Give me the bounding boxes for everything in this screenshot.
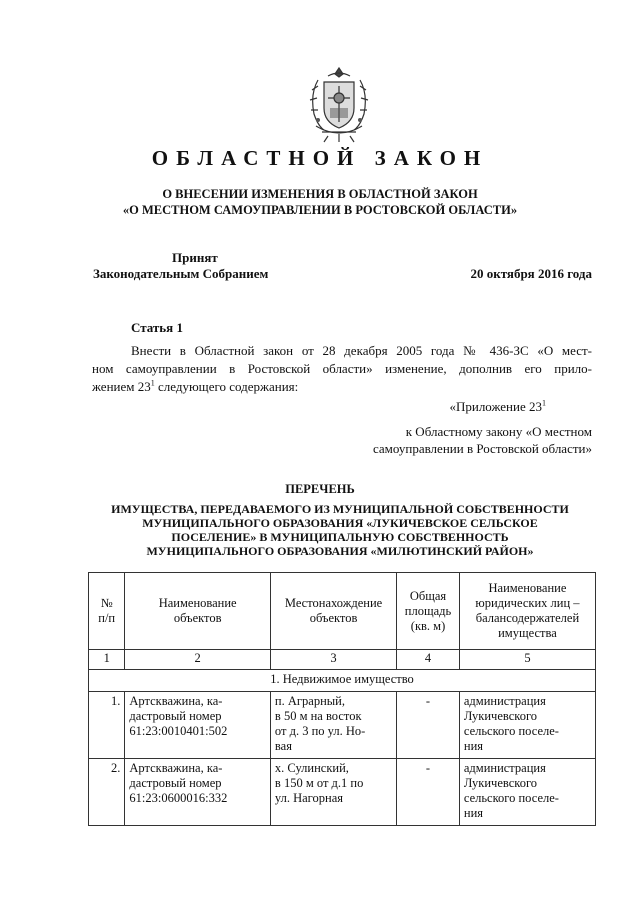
- cell-text: 61:23:0600016:332: [129, 791, 228, 805]
- header-text: юридических лиц –: [475, 596, 580, 610]
- header-text: Общая: [409, 588, 447, 603]
- cell-text: Артскважина, ка-: [129, 761, 223, 775]
- cell-text: дастровый номер: [129, 709, 222, 723]
- cell-text: п. Аграрный,: [274, 694, 345, 708]
- adopted-label: Принят: [172, 250, 218, 265]
- cell-text: администрация: [463, 761, 546, 775]
- appendix-line: самоуправлении в Ростовской области»: [372, 441, 592, 456]
- holder-cell: [459, 759, 595, 826]
- paragraph-line: [92, 378, 592, 396]
- header-text: площадь: [404, 603, 452, 618]
- section-row: [89, 670, 596, 692]
- header-cell: [89, 573, 125, 650]
- appendix-label: [373, 398, 592, 415]
- object-name-cell: [125, 759, 271, 826]
- row-number: 1.: [89, 692, 125, 759]
- section-heading: 1. Недвижимое имущество: [89, 670, 596, 692]
- header-text: объектов: [173, 611, 222, 625]
- header-text: Местонахождение: [284, 596, 383, 610]
- property-table: [88, 572, 596, 826]
- appendix-heading: [373, 398, 592, 457]
- area-cell: -: [397, 759, 460, 826]
- list-subtitle-line: ПОСЕЛЕНИЕ» В МУНИЦИПАЛЬНУЮ СОБСТВЕННОСТЬ: [171, 530, 509, 544]
- cell-text: Лукичевского: [463, 709, 538, 723]
- cell-text: от д. 3 по ул. Но-: [274, 724, 366, 738]
- location-cell: [270, 759, 396, 826]
- header-cell: [270, 573, 396, 650]
- cell-text: администрация: [463, 694, 546, 708]
- list-subtitle-line: ИМУЩЕСТВА, ПЕРЕДАВАЕМОГО ИЗ МУНИЦИПАЛЬНОЙ СОБСТВЕННОСТИ: [111, 502, 569, 516]
- list-title: ПЕРЕЧЕНЬ: [285, 482, 355, 496]
- paragraph-line: Внести в Областной закон от 28 декабря 2005 года № 436-ЗС «О мест-: [131, 343, 592, 358]
- cell-text: ул. Нагорная: [274, 791, 343, 805]
- appendix-line: к Областному закону «О местном: [405, 424, 592, 439]
- header-cell: [125, 573, 271, 650]
- paragraph-text: жением 23: [92, 379, 151, 394]
- cell-text: ния: [463, 739, 484, 753]
- cell-text: Лукичевского: [463, 776, 538, 790]
- header-text: объектов: [309, 611, 358, 625]
- list-subtitle-line: МУНИЦИПАЛЬНОГО ОБРАЗОВАНИЯ «ЛУКИЧЕВСКОЕ СЕЛЬСКОЕ: [142, 516, 538, 530]
- cell-text: х. Сулинский,: [274, 761, 349, 775]
- table-row: [89, 759, 596, 826]
- cell-text: дастровый номер: [129, 776, 222, 790]
- cell-text: в 50 м на восток: [274, 709, 362, 723]
- cell-text: 61:23:0010401:502: [129, 724, 228, 738]
- column-number-cell: 2: [125, 650, 271, 670]
- header-text: (кв. м): [410, 618, 446, 633]
- cell-text: вая: [274, 739, 292, 753]
- list-subtitle: [85, 502, 595, 558]
- adopted-by: Законодательным Собранием: [93, 266, 269, 281]
- location-cell: [270, 692, 396, 759]
- rostov-coat-of-arms-icon: [298, 62, 380, 144]
- cell-text: сельского поселе-: [463, 724, 559, 738]
- holder-cell: [459, 692, 595, 759]
- table-row: [89, 692, 596, 759]
- column-number-row: [89, 650, 596, 670]
- cell-text: в 150 м от д.1 по: [274, 776, 364, 790]
- appendix-label-text: «Приложение 23: [449, 399, 542, 414]
- column-number-cell: 3: [270, 650, 396, 670]
- law-subtitle: [0, 186, 640, 218]
- paragraph-line: ном самоуправлении в Ростовской области» изменение, дополнив его прило-: [92, 361, 592, 376]
- column-number-cell: 5: [459, 650, 595, 670]
- paragraph-text: следующего содержания:: [154, 379, 299, 394]
- article-heading: Статья 1: [131, 320, 183, 335]
- header-text: имущества: [498, 626, 557, 640]
- header-cell: [459, 573, 595, 650]
- column-number-cell: 4: [397, 650, 460, 670]
- cell-text: Артскважина, ка-: [129, 694, 223, 708]
- header-text: Наименование: [488, 581, 567, 595]
- law-subtitle-line: О ВНЕСЕНИИ ИЗМЕНЕНИЯ В ОБЛАСТНОЙ ЗАКОН: [162, 187, 478, 201]
- row-number: 2.: [89, 759, 125, 826]
- superscript: 1: [542, 398, 546, 408]
- area-cell: -: [397, 692, 460, 759]
- list-subtitle-line: МУНИЦИПАЛЬНОГО ОБРАЗОВАНИЯ «МИЛЮТИНСКИЙ РАЙОН»: [146, 544, 534, 558]
- header-text: п/п: [98, 611, 116, 625]
- column-number-cell: 1: [89, 650, 125, 670]
- superscript: 1: [150, 378, 155, 388]
- header-cell: [397, 573, 460, 650]
- law-title: ОБЛАСТНОЙ ЗАКОН: [151, 146, 489, 170]
- object-name-cell: [125, 692, 271, 759]
- header-text: балансодержателей: [475, 611, 580, 625]
- header-text: №: [100, 596, 113, 610]
- table-header-row: [89, 573, 596, 650]
- adopted-date: 20 октября 2016 года: [470, 266, 592, 281]
- article-paragraph: [92, 342, 592, 396]
- cell-text: сельского поселе-: [463, 791, 559, 805]
- law-subtitle-line: «О МЕСТНОМ САМОУПРАВЛЕНИИ В РОСТОВСКОЙ ОБЛАСТИ»: [122, 203, 518, 217]
- header-text: Наименование: [158, 596, 237, 610]
- cell-text: ния: [463, 806, 484, 820]
